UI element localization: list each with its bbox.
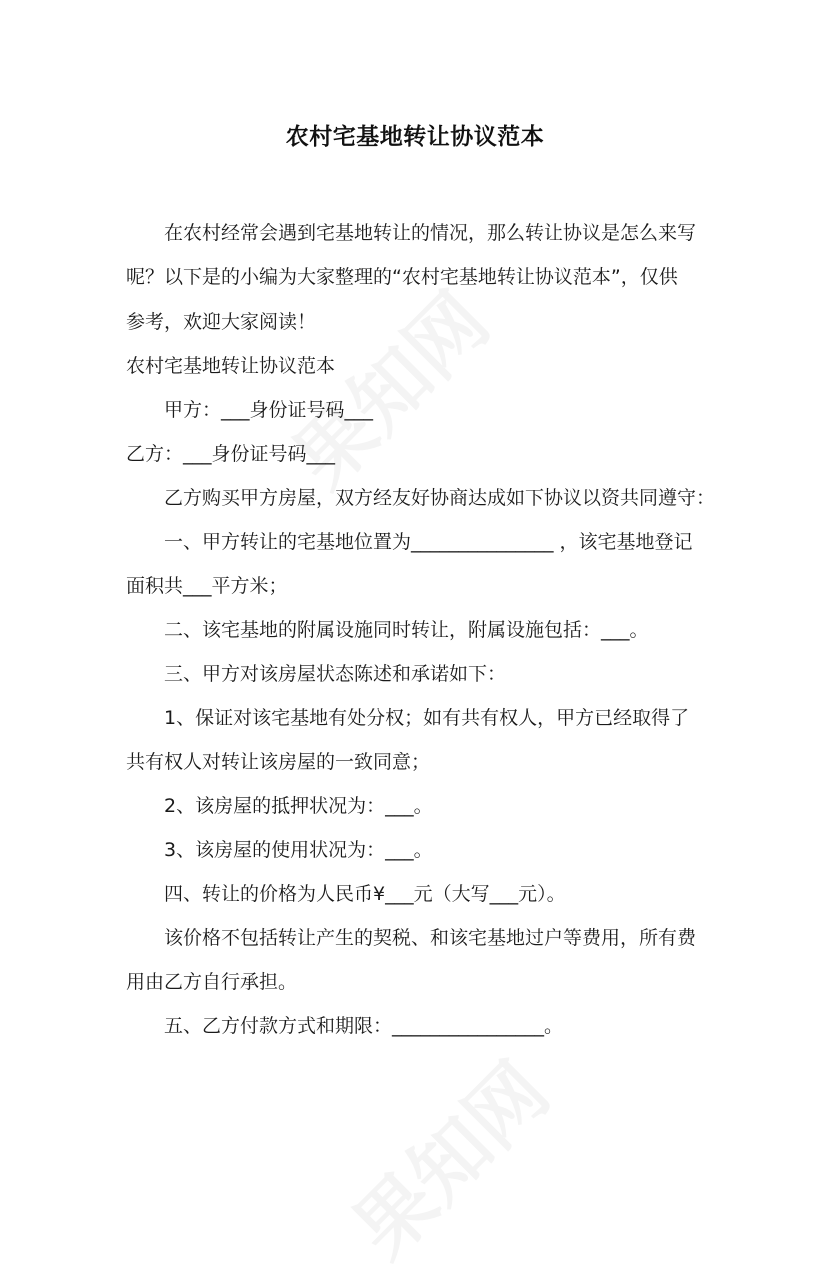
clause-line: 五、乙方付款方式和期限：________________。 — [164, 1015, 564, 1037]
paragraph-line: 呢？以下是的小编为大家整理的“农村宅基地转让协议范本”，仅供 — [126, 266, 678, 288]
clause-line: 二、该宅基地的附属设施同时转让，附属设施包括：___。 — [164, 619, 649, 641]
clause-line: 该价格不包括转让产生的契税、和该宅基地过户等费用，所有费 — [164, 927, 697, 949]
clause-line: 2、该房屋的抵押状况为：___。 — [164, 795, 433, 817]
party-a-line: 甲方：___身份证号码___ — [164, 399, 374, 421]
paragraph-line: 乙方购买甲方房屋，双方经友好协商达成如下协议以资共同遵守： — [164, 487, 716, 509]
paragraph-line: 在农村经常会遇到宅基地转让的情况，那么转让协议是怎么来写 — [164, 222, 697, 244]
clause-line: 共有权人对转让该房屋的一致同意； — [126, 751, 431, 773]
clause-line: 四、转让的价格为人民币¥___元（大写___元）。 — [164, 883, 566, 905]
watermark — [265, 264, 510, 509]
document-title: 农村宅基地转让协议范本 — [285, 124, 545, 150]
section-heading: 农村宅基地转让协议范本 — [126, 355, 336, 377]
clause-line: 一、甲方转让的宅基地位置为_______________ ，该宅基地登记 — [164, 531, 693, 553]
clause-line: 3、该房屋的使用状况为：___。 — [164, 839, 433, 861]
paragraph-line: 参考，欢迎大家阅读！ — [126, 311, 317, 333]
party-b-line: 乙方：___身份证号码___ — [126, 443, 336, 465]
clause-line: 用由乙方自行承担。 — [126, 971, 298, 993]
clause-line: 面积共___平方米； — [126, 575, 288, 597]
clause-line: 1、保证对该宅基地有处分权；如有共有权人，甲方已经取得了 — [164, 707, 690, 729]
watermark — [325, 1034, 570, 1278]
clause-line: 三、甲方对该房屋状态陈述和承诺如下： — [164, 663, 507, 685]
